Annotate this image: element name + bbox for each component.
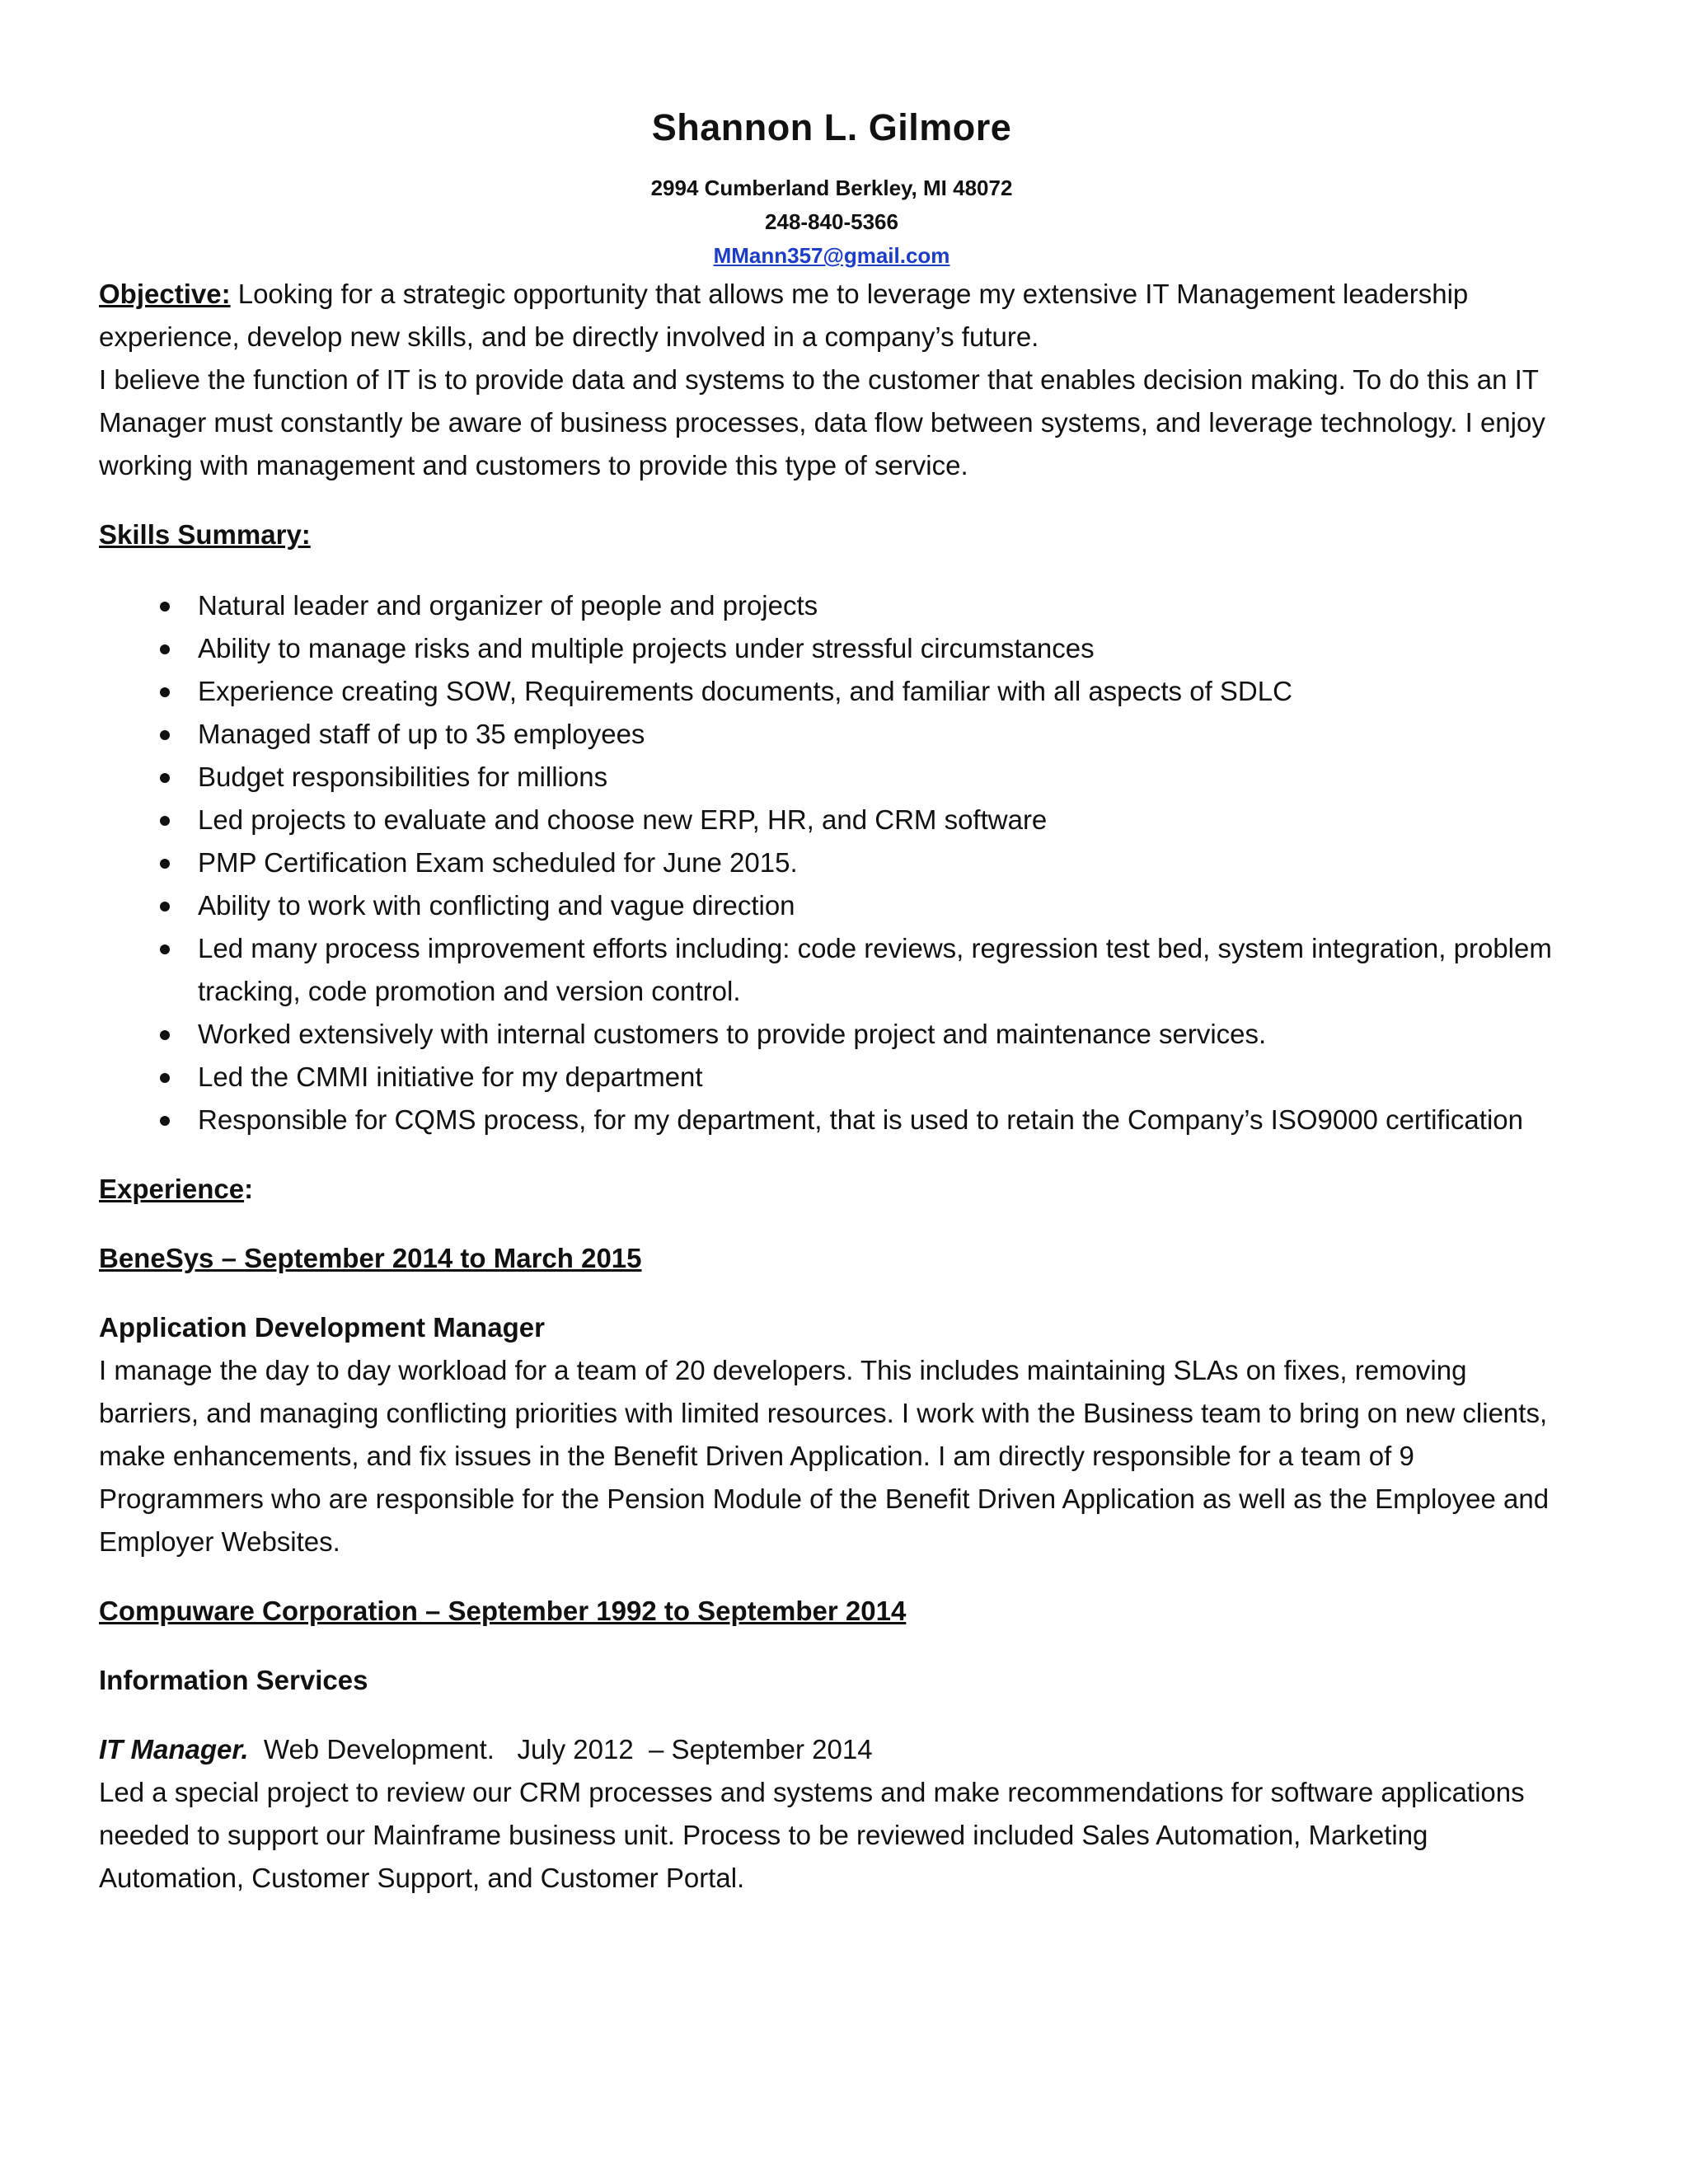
belief-paragraph: I believe the function of IT is to provide data and systems to the customer that enables decision making. To do this an IT Manager must constantly be aware of business processes, data flow between systems, and leverage technology. I enjoy working with management and customers to provide this type of service. bbox=[99, 364, 1545, 480]
list-item: PMP Certification Exam scheduled for June 2015. bbox=[99, 841, 1564, 884]
company-heading-compuware: Compuware Corporation – September 1992 to September 2014 bbox=[99, 1596, 907, 1626]
company-heading-benesys: BeneSys – September 2014 to March 2015 bbox=[99, 1243, 642, 1273]
division-heading-compuware: Information Services bbox=[99, 1665, 368, 1695]
job-description-compuware: Led a special project to review our CRM processes and systems and make recommendations for software applications needed to support our Mainframe business unit. Process to be reviewed included Sales Automation, Marketing Automation, Customer Support, and Customer Portal. bbox=[99, 1777, 1525, 1893]
bullet-icon bbox=[160, 687, 170, 697]
bullet-icon bbox=[160, 602, 170, 612]
list-item: Budget responsibilities for millions bbox=[99, 756, 1564, 799]
list-item: Natural leader and organizer of people and projects bbox=[99, 584, 1564, 627]
experience-heading: Experience: bbox=[99, 1174, 254, 1204]
candidate-name: Shannon L. Gilmore bbox=[651, 106, 1012, 148]
skills-list bbox=[99, 584, 1564, 1141]
objective-paragraph bbox=[99, 273, 1564, 359]
bullet-icon bbox=[160, 730, 170, 740]
list-item: Led projects to evaluate and choose new ERP, HR, and CRM software bbox=[99, 799, 1564, 841]
phone: 248-840-5366 bbox=[765, 209, 898, 234]
list-item: Ability to work with conflicting and vague direction bbox=[99, 884, 1564, 927]
bullet-icon bbox=[160, 773, 170, 783]
job-title-benesys: Application Development Manager bbox=[99, 1312, 545, 1343]
bullet-icon bbox=[160, 1116, 170, 1126]
skills-heading: Skills Summary: bbox=[99, 519, 311, 550]
list-item: Led many process improvement efforts including: code reviews, regression test bed, system integration, problem tracking, code promotion and version control. bbox=[99, 927, 1564, 1013]
list-item: Experience creating SOW, Requirements documents, and familiar with all aspects of SDLC bbox=[99, 670, 1564, 713]
job-description-benesys: I manage the day to day workload for a team of 20 developers. This includes maintaining SLAs on fixes, removing barriers, and managing conflicting priorities with limited resources. I work with the Business team to bring on new clients, make enhancements, and fix issues in the Benefit Driven Application. I am directly responsible for a team of 9 Programmers who are responsible for the Pension Module of the Benefit Driven Application as well as the Employee and Employer Websites. bbox=[99, 1355, 1550, 1557]
list-item: Worked extensively with internal customers to provide project and maintenance services. bbox=[99, 1013, 1564, 1056]
bullet-icon bbox=[160, 816, 170, 826]
bullet-icon bbox=[160, 944, 170, 954]
bullet-icon bbox=[160, 859, 170, 869]
address: 2994 Cumberland Berkley, MI 48072 bbox=[650, 176, 1013, 200]
email-link[interactable]: MMann357@gmail.com bbox=[713, 243, 950, 268]
list-item: Led the CMMI initiative for my department bbox=[99, 1056, 1564, 1099]
objective-label: Objective: bbox=[99, 279, 231, 309]
bullet-icon bbox=[160, 644, 170, 654]
bullet-icon bbox=[160, 1073, 170, 1083]
bullet-icon bbox=[160, 902, 170, 912]
objective-text: Looking for a strategic opportunity that allows me to leverage my extensive IT Management leadership experience, develop new skills, and be directly involved in a company’s future. bbox=[99, 279, 1469, 352]
resume-header bbox=[99, 0, 1564, 273]
bullet-icon bbox=[160, 1030, 170, 1040]
list-item: Managed staff of up to 35 employees bbox=[99, 713, 1564, 756]
list-item: Responsible for CQMS process, for my department, that is used to retain the Company’s ISO9000 certification bbox=[99, 1099, 1564, 1141]
role-detail: Web Development. July 2012 – September 2014 bbox=[248, 1734, 873, 1765]
role-title: IT Manager. bbox=[99, 1734, 249, 1765]
list-item: Ability to manage risks and multiple projects under stressful circumstances bbox=[99, 627, 1564, 670]
role-line-compuware bbox=[99, 1728, 1564, 1771]
